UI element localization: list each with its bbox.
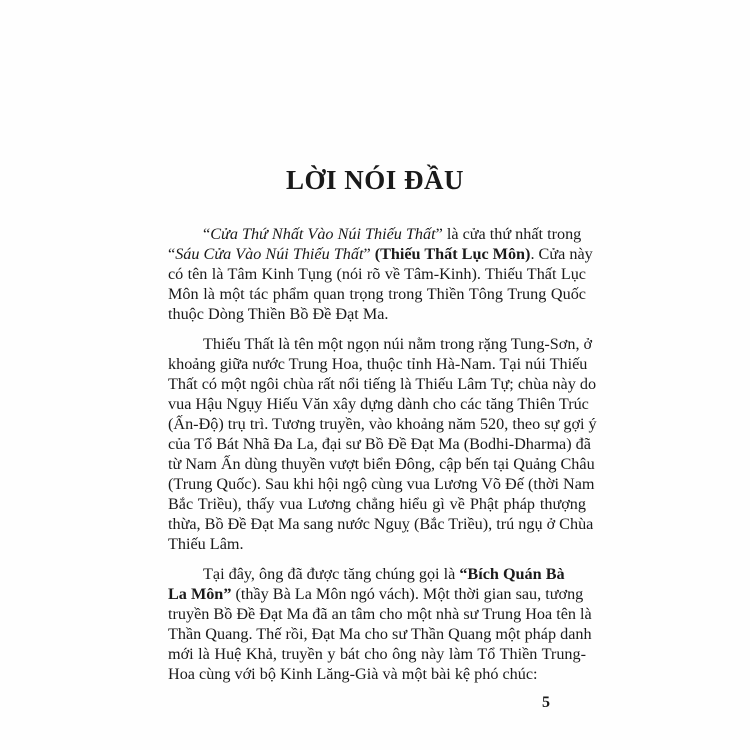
p2-line-10: thừa, Bồ Đề Đạt Ma sang nước Nguỵ (Bắc Triều), trú ngụ ở Chùa: [168, 515, 594, 533]
p2-line-1: Thiếu Thất là tên một ngọn núi nằm trong rặng Tung-Sơn, ở: [203, 335, 593, 353]
p3-line-6: Hoa cùng với bộ Kinh Lăng-Già và một bài kệ phó chúc:: [168, 665, 538, 683]
la-mon-bold: La Môn”: [168, 585, 232, 603]
p1-line-5: thuộc Dòng Thiền Bồ Đề Đạt Ma.: [168, 305, 389, 323]
p1-line-2: “Sáu Cửa Vào Núi Thiếu Thất” (Thiếu Thất Lục Môn). Cửa này: [168, 245, 593, 263]
p3-line-4: Thần Quang. Thế rồi, Đạt Ma cho sư Thần Quang một pháp danh: [168, 625, 592, 643]
p3-line-2: La Môn” (thầy Bà La Môn ngó vách). Một thời gian sau, tương: [168, 585, 584, 603]
p1-line-1: “Cửa Thứ Nhất Vào Núi Thiếu Thất” là cửa thứ nhất trong: [203, 225, 582, 243]
p1-line-3: có tên là Tâm Kinh Tụng (nói rõ về Tâm-Kinh). Thiếu Thất Lục: [168, 265, 586, 283]
p2-line-6: của Tổ Bát Nhã Đa La, đại sư Bồ Đề Đạt Ma (Bodhi-Dharma) đã: [168, 435, 591, 453]
p2-line-9: Bắc Triều), thấy vua Lương chẳng hiểu gì về Phật pháp thượng: [168, 495, 586, 513]
p2-line-11: Thiếu Lâm.: [168, 535, 244, 553]
p2-line-3: Thất có một ngôi chùa rất nổi tiếng là Thiếu Lâm Tự; chùa này do: [168, 375, 597, 393]
p3-line-3: truyền Bồ Đề Đạt Ma đã an tâm cho một nhà sư Trung Hoa tên là: [168, 605, 592, 623]
p3-line-1: Tại đây, ông đã được tăng chúng gọi là “Bích Quán Bà: [203, 565, 565, 583]
series-title-bold: (Thiếu Thất Lục Môn): [374, 245, 531, 263]
bich-quan-bold: “Bích Quán Bà: [459, 565, 565, 583]
p2-line-4: vua Hậu Ngụy Hiếu Văn xây dựng dành cho các tăng Thiên Trúc: [168, 395, 589, 413]
book-title-italic: Cửa Thứ Nhất Vào Núi Thiếu Thất: [210, 225, 436, 243]
p2-line-5: (Ấn-Độ) trụ trì. Tương truyền, vào khoảng năm 520, theo sự gợi ý: [168, 415, 597, 433]
p2-line-2: khoảng giữa nước Trung Hoa, thuộc tỉnh Hà-Nam. Tại núi Thiếu: [168, 355, 588, 373]
series-title-italic: Sáu Cửa Vào Núi Thiếu Thất: [175, 245, 364, 263]
p2-line-7: từ Nam Ấn dùng thuyền vượt biển Đông, cập bến tại Quảng Châu: [168, 455, 595, 473]
chapter-title: LỜI NÓI ĐẦU: [285, 165, 465, 195]
p2-line-8: (Trung Quốc). Sau khi hội ngộ cùng vua Lương Võ Đế (thời Nam: [168, 475, 595, 493]
page-number: 5: [542, 694, 550, 711]
p1-line-4: Môn là một tác phẩm quan trọng trong Thiền Tông Trung Quốc: [168, 285, 586, 303]
p3-line-5: mới là Huệ Khả, truyền y bát cho ông này làm Tổ Thiền Trung-: [168, 645, 586, 663]
